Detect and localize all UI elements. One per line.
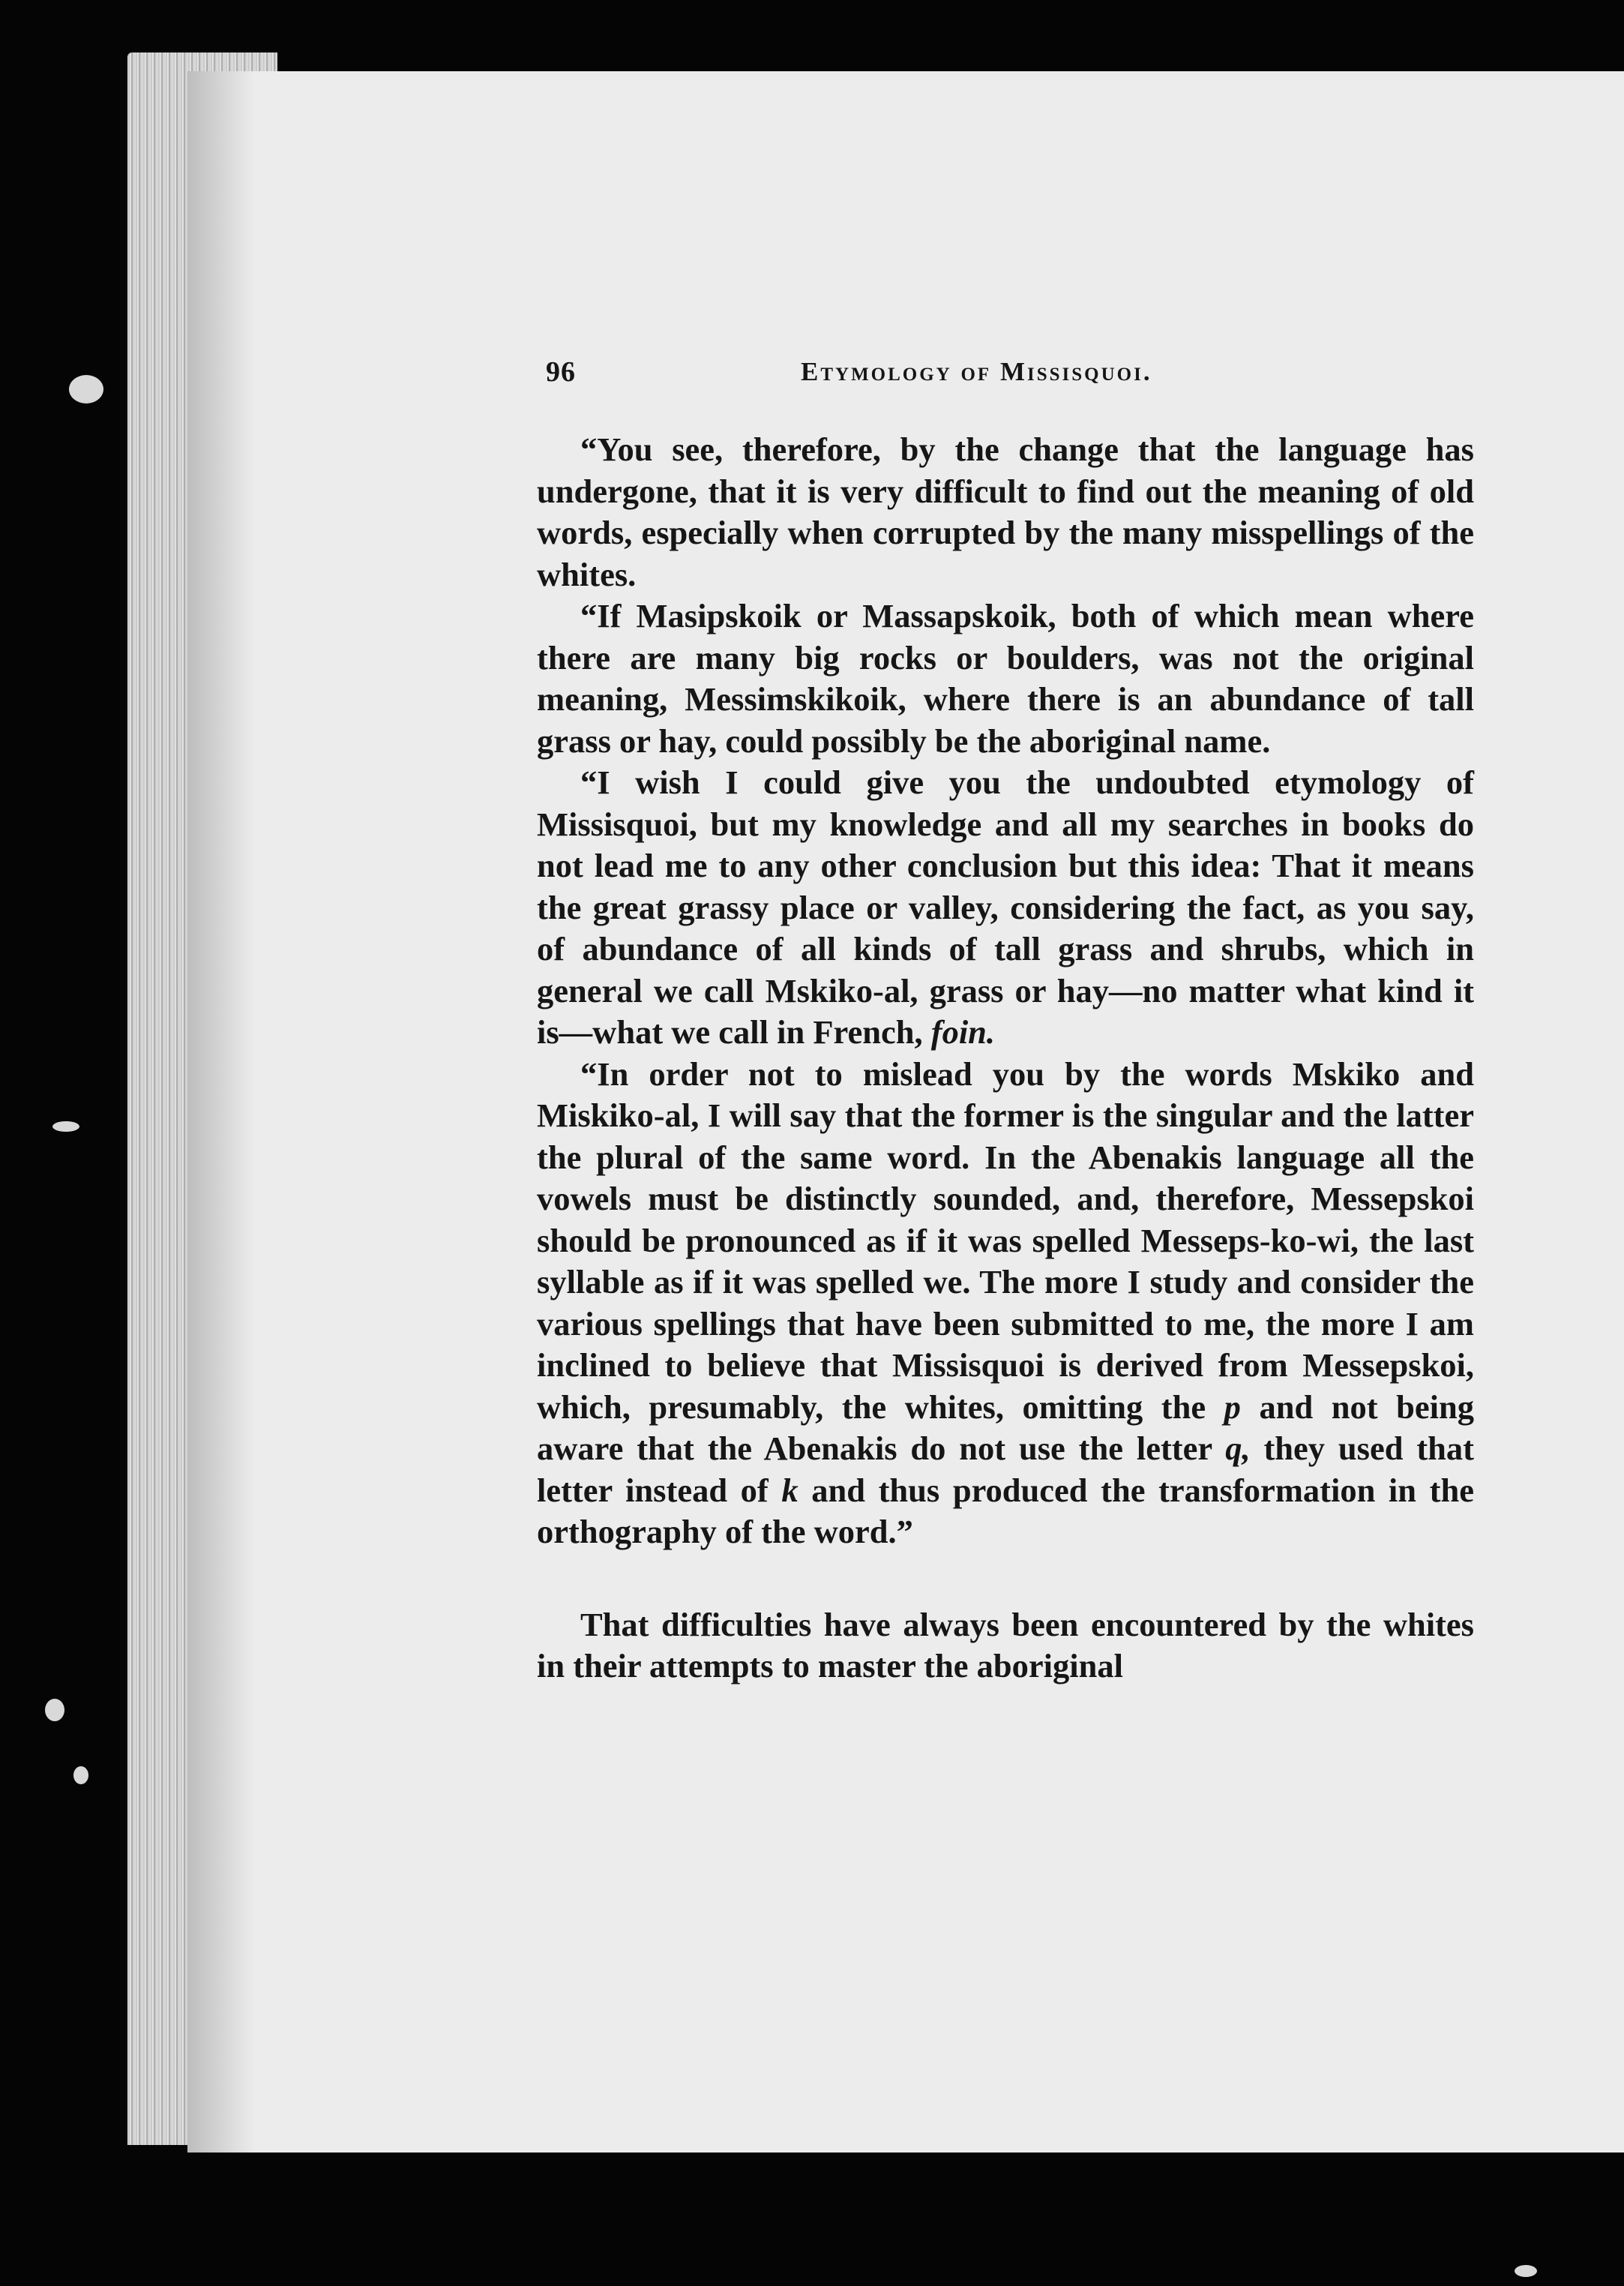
paragraph-2: “If Masipskoik or Massapskoik, both of which mean where there are many big rocks or boulders, was not the original meaning, Messimskikoik, where there is an abundance of tall grass or hay, could possibly be the aboriginal name. bbox=[537, 597, 1474, 760]
paragraph-4-text-3: they used that letter instead of bbox=[537, 1430, 1474, 1509]
paragraph-5: That difficulties have always been encountered by the whites in their attempts to master the aboriginal bbox=[537, 1605, 1474, 1684]
paragraph-4-italic-3: k bbox=[781, 1471, 799, 1509]
paragraph-3-italic: foin. bbox=[930, 1013, 996, 1051]
gutter-shadow bbox=[187, 71, 255, 2152]
paragraph-4-text-1: “In order not to mislead you by the words Mskiko and Miskiko-al, I will say that the former is the singular and the latter the plural of the same word. In the Abenakis language all the vowels must be distinctly sounded, and, therefore, Messepskoi should be pronounced as if it was spelled Messeps-ko-wi, the last syllable as if it was spelled we. The more I study and consider the various spellings that have been submitted to me, the more I am inclined to believe that Missisquoi is derived from Messepskoi, which, presumably, the whites, omitting the bbox=[537, 1054, 1474, 1426]
paragraph-3 bbox=[537, 762, 1474, 1054]
paragraph-4 bbox=[537, 1054, 1474, 1553]
paragraph-4-text-2: and not being aware that the Abenakis do not use the letter bbox=[537, 1388, 1474, 1467]
scan-speck bbox=[73, 1766, 88, 1784]
body-text bbox=[537, 429, 1474, 1688]
running-title: Etymology of Missisquoi. bbox=[801, 357, 1152, 386]
paragraph-4-italic-1: p bbox=[1224, 1388, 1241, 1426]
running-head bbox=[546, 351, 1470, 399]
scan-speck bbox=[45, 1699, 64, 1721]
page-number: 96 bbox=[546, 356, 576, 388]
paragraph-1: “You see, therefore, by the change that the language has undergone, that it is very difficult to find out the meaning of old words, especially when corrupted by the many misspellings of the whites. bbox=[537, 430, 1474, 593]
paragraph-4-text-4: and thus produced the transformation in the orthography of the word.” bbox=[537, 1471, 1474, 1550]
scan-speck bbox=[52, 1121, 79, 1132]
scan-speck bbox=[1515, 2265, 1537, 2277]
scan-speck bbox=[69, 375, 103, 404]
paragraph-3-text: “I wish I could give you the undoubted etymology of Missisquoi, but my knowledge and all my searches in books do not lead me to any other conclusion but this idea: That it means the great grassy place or valley, considering the fact, as you say, of abundance of all kinds of tall grass and shrubs, which in general we call Mskiko-al, grass or hay—no matter what kind it is—what we call in French, bbox=[537, 764, 1474, 1051]
paragraph-4-italic-2: q, bbox=[1225, 1430, 1251, 1467]
